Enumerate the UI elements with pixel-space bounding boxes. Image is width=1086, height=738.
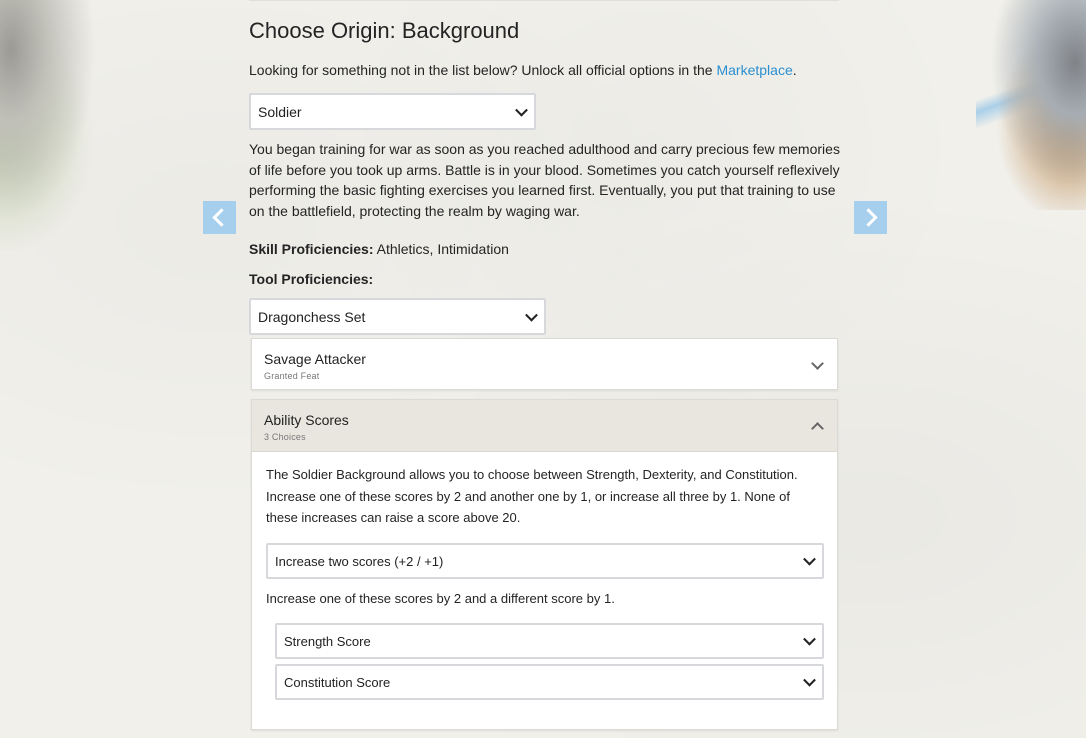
ability-scores-header[interactable] [252, 400, 837, 452]
feat-subtitle: Granted Feat [264, 371, 320, 381]
next-button[interactable] [854, 201, 887, 234]
chevron-down-icon [803, 553, 816, 566]
skill-proficiencies-value: Athletics, Intimidation [376, 241, 509, 257]
first-score-select[interactable] [275, 623, 824, 659]
decorative-art-left [0, 0, 110, 250]
chevron-down-icon [525, 308, 538, 321]
intro-period: . [792, 62, 797, 78]
feat-card[interactable] [251, 338, 838, 390]
second-score-select[interactable] [275, 664, 824, 700]
marketplace-link[interactable]: Marketplace [716, 62, 793, 78]
tool-proficiencies [249, 271, 373, 287]
tool-proficiency-select[interactable] [249, 298, 546, 335]
background-description: You began training for war as soon as you reached adulthood and carry precious few memories of life before you took up arms. Battle is in your blood. Sometimes you catch yourself reflexively performing the basic fighting exercises you learned first. Eventually, you put that training to use on the battlefield, protecting the realm by waging war. [249, 141, 840, 219]
ability-description: The Soldier Background allows you to choose between Strength, Dexterity, and Constitution. Increase one of these scores by 2 and another one by 1, or increase all three by 1. None of these increases can raise a score above 20. [266, 467, 798, 525]
intro-message: Looking for something not in the list below? Unlock all official options in the [249, 62, 713, 78]
ability-scores-body [252, 452, 837, 529]
tool-select-value: Dragonchess Set [258, 308, 366, 325]
background-select-value: Soldier [258, 103, 302, 120]
intro-text [249, 62, 797, 78]
decorative-art-right [976, 0, 1086, 210]
feat-card-header[interactable] [252, 339, 837, 391]
skill-proficiencies-label: Skill Proficiencies: [249, 241, 374, 257]
chevron-down-icon [803, 633, 816, 646]
second-score-value: Constitution Score [284, 674, 391, 690]
ability-mode-value: Increase two scores (+2 / +1) [275, 553, 444, 569]
background-select[interactable] [249, 93, 536, 130]
chevron-left-icon [212, 208, 230, 226]
ability-instruction: Increase one of these scores by 2 and a different score by 1. [266, 591, 615, 606]
skill-proficiencies [249, 241, 509, 257]
ability-title: Ability Scores [264, 412, 349, 428]
ability-mode-select[interactable] [266, 543, 824, 579]
page-title: Choose Origin: Background [249, 18, 520, 43]
first-score-value: Strength Score [284, 633, 371, 649]
chevron-down-icon [803, 674, 816, 687]
previous-button[interactable] [203, 201, 236, 234]
tool-proficiencies-label: Tool Proficiencies: [249, 271, 374, 287]
chevron-right-icon [859, 208, 877, 226]
divider [249, 0, 839, 1]
chevron-down-icon [515, 103, 528, 116]
ability-subtitle: 3 Choices [264, 432, 306, 442]
feat-title: Savage Attacker [264, 351, 366, 367]
